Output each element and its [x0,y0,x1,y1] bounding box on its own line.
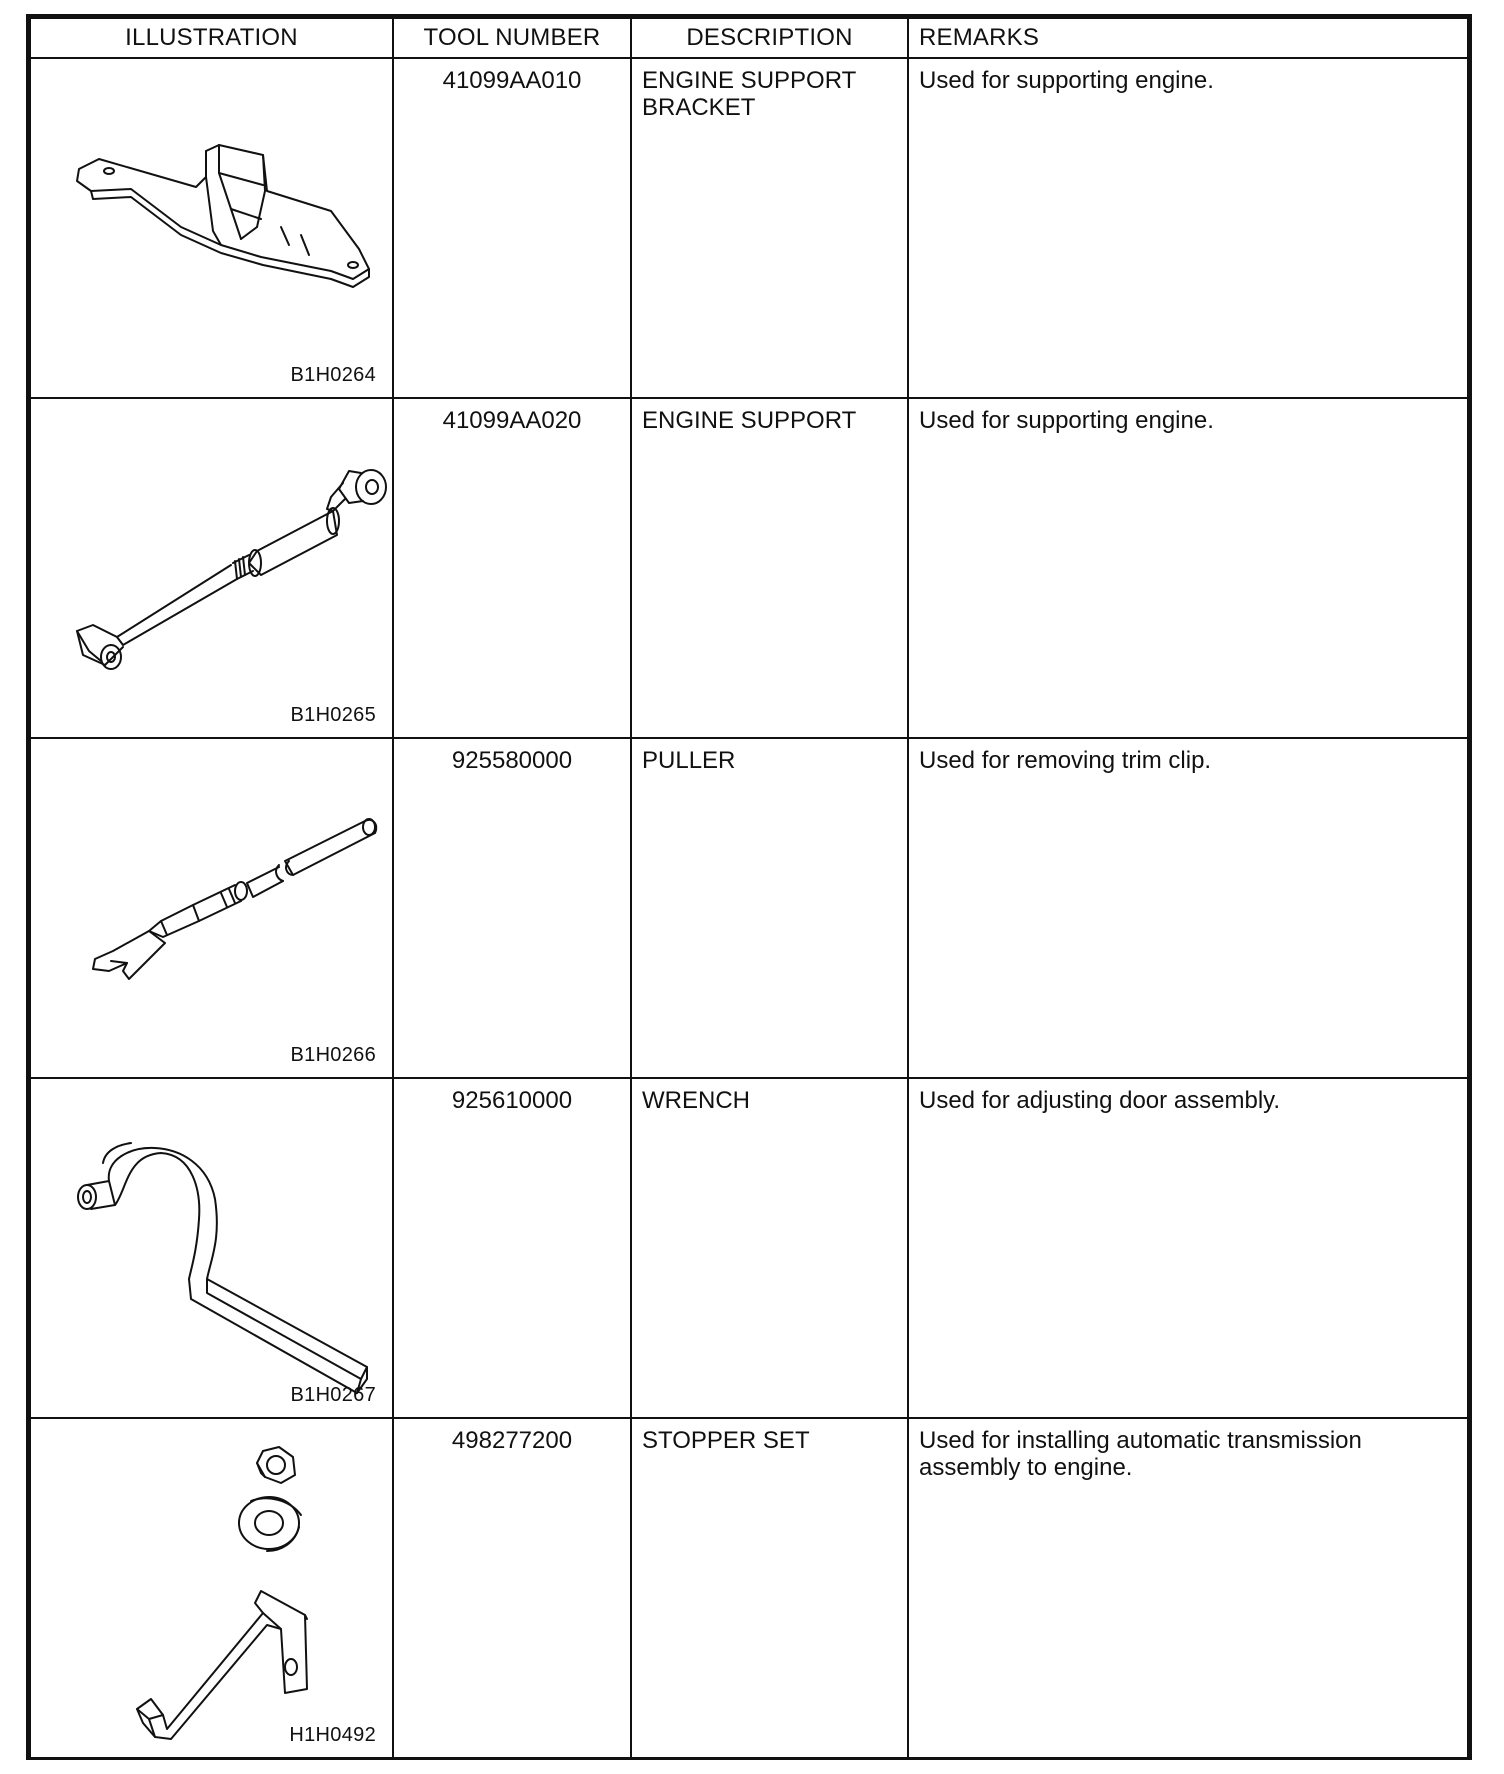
table-row [30,1078,1468,1418]
header-remarks: REMARKS [908,18,1468,58]
tool-number-cell: 498277200 [393,1418,631,1758]
figure-code: B1H0264 [290,364,376,386]
remarks-cell: Used for supporting engine. [908,398,1468,738]
table-row [30,398,1468,738]
illustration-cell [30,58,393,398]
engine-support-bracket-icon [31,59,394,397]
table-header-row [30,18,1468,58]
header-illustration: ILLUSTRATION [30,18,393,58]
illustration-cell [30,1078,393,1418]
description-cell: ENGINE SUPPORT BRACKET [631,58,908,398]
description-cell: ENGINE SUPPORT [631,398,908,738]
special-tools-table [29,17,1469,1759]
illustration-cell [30,1418,393,1758]
figure-code: B1H0267 [290,1384,376,1406]
figure-code: B1H0265 [290,704,376,726]
description-cell: WRENCH [631,1078,908,1418]
stopper-set-icon [31,1419,394,1757]
table-row [30,1418,1468,1758]
description-cell: PULLER [631,738,908,1078]
tool-number-cell: 41099AA020 [393,398,631,738]
remarks-cell: Used for adjusting door assembly. [908,1078,1468,1418]
header-tool-number: TOOL NUMBER [393,18,631,58]
illustration-cell [30,738,393,1078]
tool-number-cell: 925580000 [393,738,631,1078]
description-cell: STOPPER SET [631,1418,908,1758]
figure-code: B1H0266 [290,1044,376,1066]
remarks-cell: Used for installing automatic transmission assembly to engine. [908,1418,1468,1758]
table-row [30,738,1468,1078]
figure-code: H1H0492 [289,1724,376,1746]
tool-number-cell: 41099AA010 [393,58,631,398]
tool-number-cell: 925610000 [393,1078,631,1418]
remarks-cell: Used for supporting engine. [908,58,1468,398]
wrench-icon [31,1079,394,1417]
special-tools-sheet [26,14,1472,1760]
table-row [30,58,1468,398]
engine-support-icon [31,399,394,737]
remarks-cell: Used for removing trim clip. [908,738,1468,1078]
header-description: DESCRIPTION [631,18,908,58]
puller-icon [31,739,394,1077]
illustration-cell [30,398,393,738]
